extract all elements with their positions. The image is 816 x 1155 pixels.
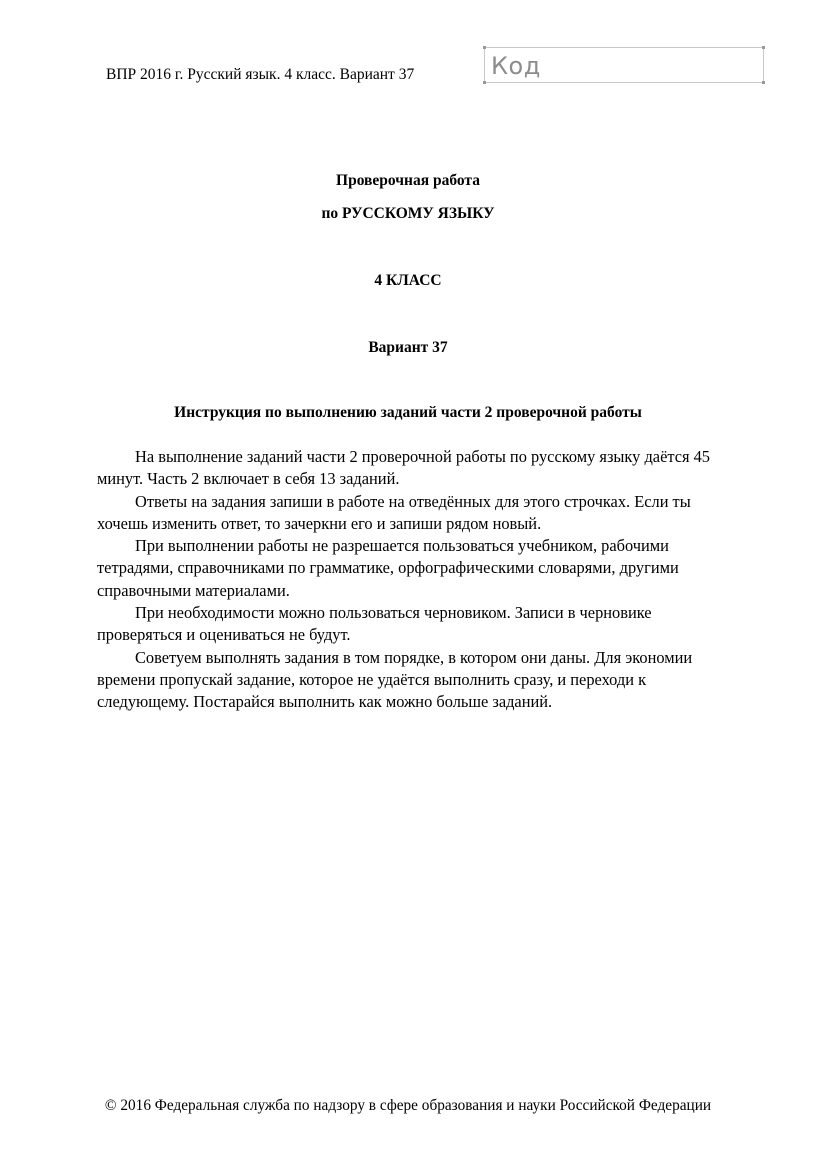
code-label: Код xyxy=(491,52,541,80)
code-field[interactable] xyxy=(484,47,764,83)
instruction-paragraph: При выполнении работы не разрешается пользоваться учебником, рабочими тетрадями, справочниками по грамматике, орфографическими словарями, другими справочными материалами. xyxy=(97,536,679,600)
grade-heading: 4 КЛАСС xyxy=(374,272,442,289)
corner-marker xyxy=(483,81,486,84)
instruction-paragraph: Советуем выполнять задания в том порядке, в котором они даны. Для экономии времени пропускай задание, которое не удаётся выполнить сразу, и переходи к следующему. Постарайся выполнить как можно больше заданий. xyxy=(97,647,693,712)
instructions-body xyxy=(97,446,717,714)
corner-marker xyxy=(483,46,486,49)
instruction-paragraph: На выполнение заданий части 2 проверочной работы по русскому языку даётся 45 минут. Часть 2 включает в себя 13 заданий. xyxy=(97,447,711,489)
title-line-2: по РУССКОМУ ЯЗЫКУ xyxy=(321,205,495,222)
instruction-paragraph: При необходимости можно пользоваться черновиком. Записи в черновике проверяться и оцениваться не будут. xyxy=(97,603,652,645)
instructions-heading: Инструкция по выполнению заданий части 2 проверочной работы xyxy=(174,404,642,421)
variant-heading: Вариант 37 xyxy=(368,339,448,356)
corner-marker xyxy=(762,81,765,84)
corner-marker xyxy=(762,46,765,49)
document-header: ВПР 2016 г. Русский язык. 4 класс. Вариант 37 xyxy=(106,66,415,83)
instruction-paragraph: Ответы на задания запиши в работе на отведённых для этого строчках. Если ты хочешь изменить ответ, то зачеркни его и запиши рядом новый. xyxy=(97,491,691,533)
title-line-1: Проверочная работа xyxy=(336,172,480,189)
copyright-footer: © 2016 Федеральная служба по надзору в сфере образования и науки Российской Федерации xyxy=(104,1097,712,1114)
